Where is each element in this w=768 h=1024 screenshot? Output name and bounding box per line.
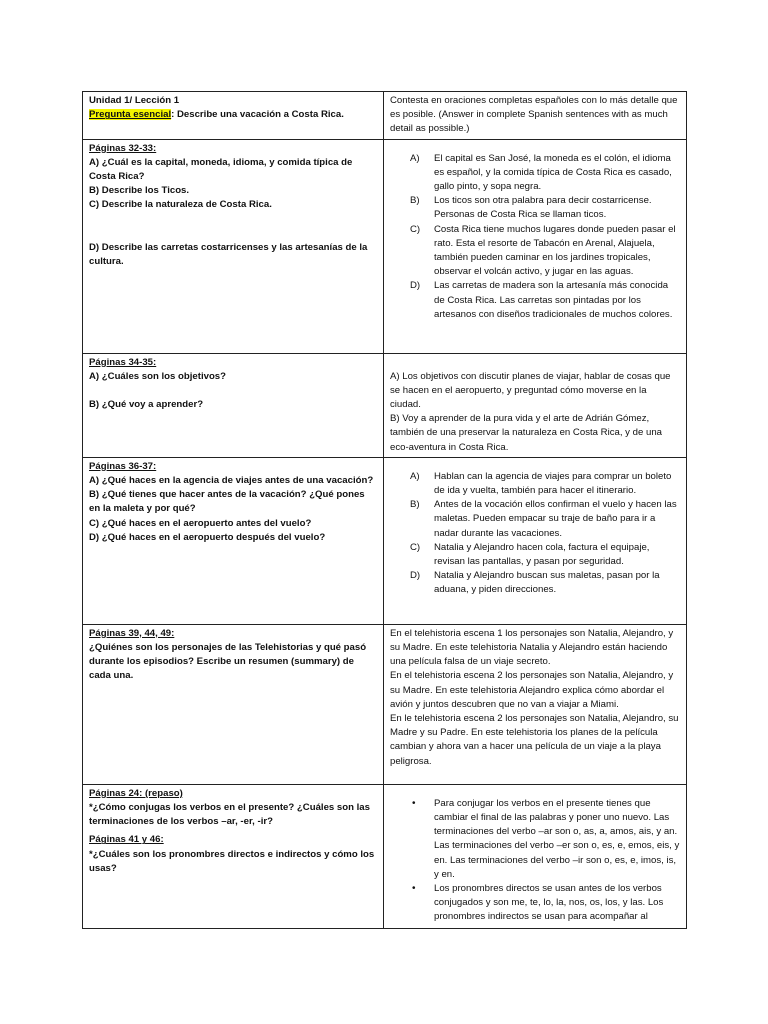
table-row [83, 624, 687, 784]
question-text: *¿Cómo conjugas los verbos en el presente? ¿Cuáles son las terminaciones de los verbos –ar, -er, -ir? [89, 802, 370, 828]
question-text: A) ¿Qué haces en la agencia de viajes antes de una vacación? [89, 475, 374, 487]
question-text: B) ¿Qué voy a aprender? [89, 399, 204, 411]
answer-cell [384, 353, 687, 457]
list-item: A) El capital es San José, la moneda es el colón, el idioma es español, y la comida típica de Costa Rica es casado, gallo pinto, y sopa negra. [410, 152, 672, 193]
question-cell [83, 139, 384, 353]
question-text: D) ¿Qué haces en el aeropuerto después del vuelo? [89, 531, 326, 543]
question-text: *¿Cuáles son los pronombres directos e indirectos y cómo los usas? [89, 848, 375, 874]
pages-heading: Páginas 41 y 46: [89, 834, 164, 846]
pages-heading: Páginas 24: (repaso) [89, 787, 183, 799]
answer-cell [384, 624, 687, 784]
question-text: B) ¿Qué tienes que hacer antes de la vacación? ¿Qué pones en la maleta y por qué? [89, 489, 365, 515]
list-item: B) Los ticos son otra palabra para decir costarricense. Personas de Costa Rica se llaman ticos. [410, 195, 652, 221]
question-text: C) ¿Qué haces en el aeropuerto antes del vuelo? [89, 517, 312, 529]
answer-cell [384, 784, 687, 928]
table-row [83, 457, 687, 624]
instructions-cell [384, 92, 687, 140]
pages-heading: Páginas 39, 44, 49: [89, 627, 175, 639]
list-item: D) Natalia y Alejandro buscan sus maletas, pasan por la aduana, y piden direcciones. [410, 570, 660, 596]
list-item: B) Antes de la vocación ellos confirman el vuelo y hacen las maletas. Pueden empacar su traje de baño para ir a nadar durante las vacaciones. [410, 499, 677, 539]
answer-text: En el telehistoria escena 2 los personajes son Natalia, Alejandro, y su Madre. En este telehistoria Alejandro explica cómo abordar el avión y juntos descubren que no van a viajar a Miami. [390, 670, 674, 710]
question-text: A) ¿Cuál es la capital, moneda, idioma, y comida típica de Costa Rica? [89, 156, 353, 183]
header-left-cell [83, 92, 384, 140]
question-cell [83, 624, 384, 784]
question-cell [83, 353, 384, 457]
answer-text: B) Voy a aprender de la pura vida y el arte de Adrián Gómez, también de una preservar la naturaleza en Costa Rica, y de una eco-aventura in Costa Rica. [390, 413, 662, 453]
answer-cell [384, 139, 687, 353]
answer-text: En le telehistoria escena 2 los personajes son Natalia, Alejandro, su Madre y su Padre. En este telehistoria los planes de la película cambian y ahora van a hacer una película de un viaje a la playa peligrosa. [390, 713, 679, 767]
pages-heading: Páginas 34-35: [89, 356, 157, 368]
question-text: C) Describe la naturaleza de Costa Rica. [89, 199, 272, 211]
list-item: A) Hablan can la agencia de viajes para comprar un boleto de ida y vuelta, también para hacer el itinerario. [410, 470, 672, 497]
answer-list [390, 152, 680, 322]
list-item: C) Natalia y Alejandro hacen cola, factura el equipaje, revisan las pantallas, y pasan por seguridad. [410, 541, 650, 568]
unit-title: Unidad 1/ Lección 1 [89, 95, 180, 106]
pages-heading: Páginas 36-37: [89, 460, 157, 472]
answer-list [390, 797, 680, 925]
header-row [83, 92, 687, 140]
list-item: • Para conjugar los verbos en el presente tienes que cambiar el final de las palabras y poner uno nuevo. Las terminaciones del verbo –ar son o, as, a, amos, ais, y an. Las terminaciones del verbo –er son o, es, e, emos, eis, y en. Las terminaciones del verbo –ir son o, es, e, imos, is, y en. [412, 797, 680, 880]
essential-label: Pregunta esencial [89, 109, 172, 121]
essential-question [89, 108, 377, 122]
essential-text: : Describe una vacación a Costa Rica. [171, 109, 344, 121]
question-text: D) Describe las carretas costarricenses y las artesanías de la cultura. [89, 241, 368, 267]
instructions-text: Contesta en oraciones completas españoles con lo más detalle que es posible. (Answer in complete Spanish sentences with as much detail as possible.) [390, 95, 678, 135]
worksheet-table [82, 91, 687, 929]
table-row [83, 353, 687, 457]
answer-cell [384, 457, 687, 624]
answer-text: A) Los objetivos con discutir planes de viajar, hablar de cosas que se hacen en el aeropuerto, y preguntad cómo moverse en la ciudad. [390, 370, 671, 411]
list-item: • Los pronombres directos se usan antes de los verbos conjugados y son me, te, lo, la, nos, os, los, y las. Los pronombres indirectos se usan para acompañar al [412, 883, 664, 923]
answer-text: En el telehistoria escena 1 los personajes son Natalia, Alejandro, y su Madre. En este telehistoria Natalia y Alejandro están haciendo una película falsa de un viaje secreto. [390, 627, 674, 668]
question-text: A) ¿Cuáles son los objetivos? [89, 370, 226, 382]
question-cell [83, 784, 384, 928]
table-row [83, 784, 687, 928]
list-item: C) Costa Rica tiene muchos lugares donde pueden pasar el rato. Esta el resorte de Tabacón en Arenal, Alajuela, también pueden caminar en los jardines tropicales, observar el volcán activo, y jugar en las aguas. [410, 223, 676, 278]
question-text: ¿Quiénes son los personajes de las Telehistorias y qué pasó durante los episodios? Escribe un resumen (summary) de cada una. [89, 642, 367, 682]
pages-heading: Páginas 32-33: [89, 142, 157, 154]
question-cell [83, 457, 384, 624]
answer-list [390, 470, 680, 598]
list-item: D) Las carretas de madera son la artesanía más conocida de Costa Rica. Las carretas son pintadas por los artesanos con diseños tradicionales de muchos colores. [410, 280, 673, 320]
table-row [83, 139, 687, 353]
question-text: B) Describe los Ticos. [89, 185, 190, 197]
